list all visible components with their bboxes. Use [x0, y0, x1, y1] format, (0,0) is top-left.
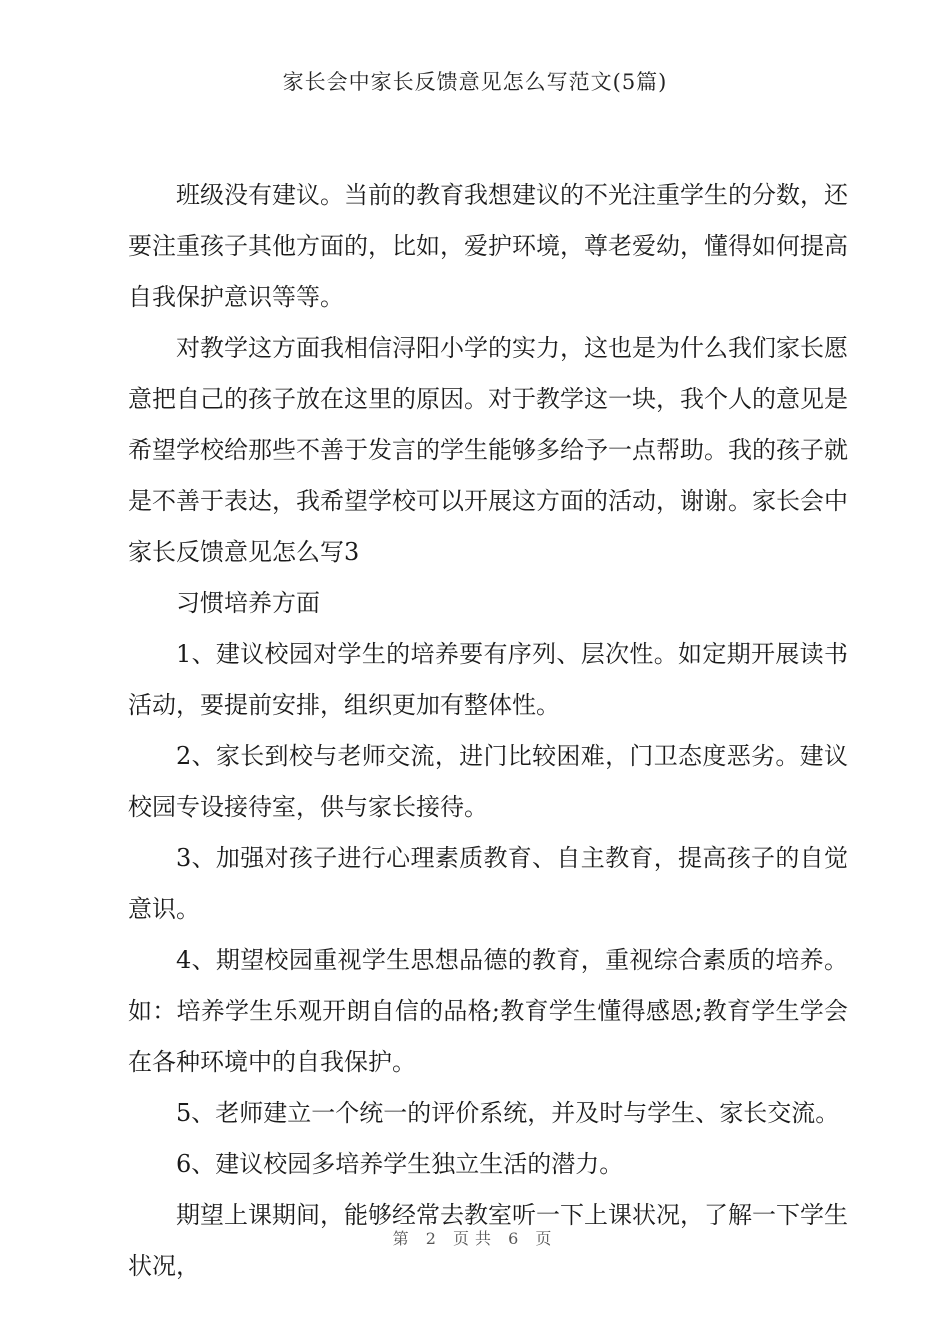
document-title: 家长会中家长反馈意见怎么写范文(5篇)	[282, 70, 668, 94]
paragraph: 习惯培养方面	[176, 589, 320, 617]
paragraph: 4、期望校园重视学生思想品德的教育，重视综合素质的培养。如：培养学生乐观开朗自信的品格;教育学生懂得感恩;教育学生学会在各种环境中的自我保护。	[128, 946, 848, 1076]
paragraph: 班级没有建议。当前的教育我想建议的不光注重学生的分数，还要注重孩子其他方面的，比如，爱护环境，尊老爱幼，懂得如何提高自我保护意识等等。	[128, 181, 848, 311]
paragraph: 3、加强对孩子进行心理素质教育、自主教育，提高孩子的自觉意识。	[128, 844, 848, 923]
paragraph: 1、建议校园对学生的培养要有序列、层次性。如定期开展读书活动，要提前安排，组织更加有整体性。	[128, 640, 848, 719]
paragraph: 6、建议校园多培养学生独立生活的潜力。	[176, 1150, 624, 1178]
document-body	[128, 170, 848, 1292]
paragraph: 期望上课期间，能够经常去教室听一下上课状况，了解一下学生状况，	[128, 1201, 848, 1280]
paragraph: 对教学这方面我相信浔阳小学的实力，这也是为什么我们家长愿意把自己的孩子放在这里的原因。对于教学这一块，我个人的意见是希望学校给那些不善于发言的学生能够多给予一点帮助。我的孩子就是不善于表达，我希望学校可以开展这方面的活动，谢谢。家长会中家长反馈意见怎么写3	[128, 334, 848, 566]
paragraph: 2、家长到校与老师交流，进门比较困难，门卫态度恶劣。建议校园专设接待室，供与家长接待。	[128, 742, 848, 821]
page-number-footer: 第 2 页共 6 页	[392, 1229, 558, 1248]
paragraph: 5、老师建立一个统一的评价系统，并及时与学生、家长交流。	[176, 1099, 840, 1127]
